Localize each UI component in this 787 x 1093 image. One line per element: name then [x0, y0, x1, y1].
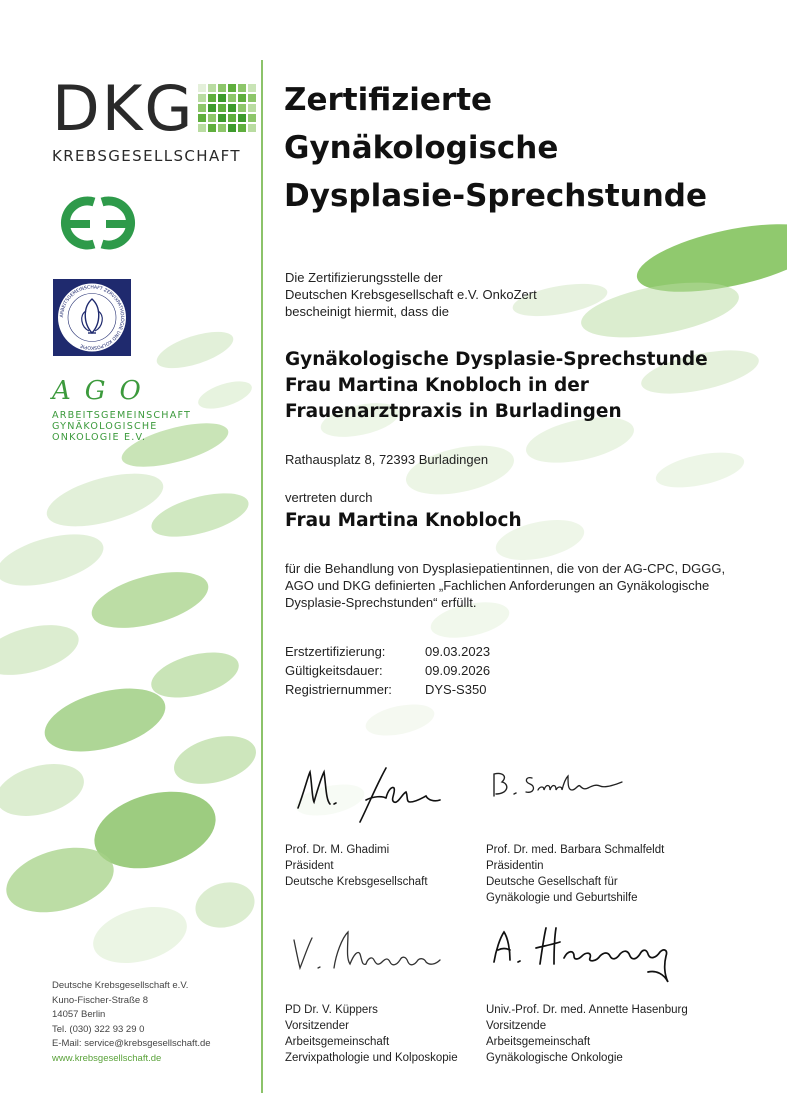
signatory-hasenburg: [486, 1002, 688, 1066]
title-line: Gynäkologische: [284, 130, 559, 166]
intro-line: Deutschen Krebsgesellschaft e.V. OnkoZert: [285, 287, 537, 302]
signatory-name: Prof. Dr. med. Barbara Schmalfeldt: [486, 844, 665, 856]
signatory-organization: Gynäkologie und Geburtshilfe: [486, 892, 638, 904]
certification-statement: [285, 560, 725, 611]
institution-address: Rathausplatz 8, 72393 Burladingen: [285, 452, 489, 467]
signatory-schmalfeldt: [486, 842, 664, 906]
signature-hasenburg: [488, 920, 688, 990]
vertical-divider: [261, 60, 263, 1093]
detail-value: 09.03.2023: [425, 644, 491, 659]
ago-logo-line-1: ARBEITSGEMEINSCHAFT: [52, 410, 192, 421]
dkg-logo-word: DKG: [52, 72, 195, 145]
signatory-organization: Arbeitsgemeinschaft: [285, 1036, 390, 1048]
statement-line: Dysplasie-Sprechstunden“ erfüllt.: [285, 595, 477, 610]
detail-value: DYS-S350: [425, 682, 487, 697]
institution-name: [285, 347, 708, 425]
statement-line: für die Behandlung von Dysplasiepatientinnen, die von der AG-CPC, DGGG,: [285, 561, 726, 576]
statement-line: AGO und DKG definierten „Fachlichen Anforderungen an Gynäkologische: [285, 578, 710, 593]
certificate-title: [284, 76, 707, 220]
detail-row-validity: [285, 662, 491, 679]
detail-label: Gültigkeitsdauer:: [285, 663, 383, 678]
detail-row-registration-number: [285, 681, 487, 698]
signatory-name: Univ.-Prof. Dr. med. Annette Hasenburg: [486, 1004, 688, 1016]
title-line: Dysplasie-Sprechstunde: [284, 178, 707, 214]
signatory-name: Prof. Dr. M. Ghadimi: [285, 844, 390, 856]
detail-label: Erstzertifizierung:: [285, 644, 386, 659]
signature-ghadimi: [290, 762, 460, 832]
signatory-organization: Deutsche Krebsgesellschaft: [285, 876, 428, 888]
signatory-kueppers: [285, 1002, 458, 1066]
ago-logo-line-3: ONKOLOGIE E.V.: [52, 432, 147, 443]
footer-email[interactable]: E-Mail: service@krebsgesellschaft.de: [52, 1038, 211, 1050]
detail-row-first-certification: [285, 643, 491, 660]
signatory-role: Vorsitzende: [486, 1020, 547, 1032]
represented-by-label: vertreten durch: [285, 490, 373, 505]
signatory-role: Präsident: [285, 860, 334, 872]
dggg-logo: [50, 190, 146, 256]
institution-line: Frau Martina Knobloch in der: [285, 375, 589, 396]
dkg-logo-subtitle: KREBSGESELLSCHAFT: [52, 147, 241, 165]
signature-schmalfeldt: [488, 768, 638, 808]
institution-line: Gynäkologische Dysplasie-Sprechstunde: [285, 349, 708, 370]
signatory-organization: Arbeitsgemeinschaft: [486, 1036, 591, 1048]
signatory-ghadimi: [285, 842, 428, 890]
institution-line: Frauenarztpraxis in Burladingen: [285, 401, 622, 422]
intro-line: Die Zertifizierungsstelle der: [285, 270, 443, 285]
signatory-organization: Deutsche Gesellschaft für: [486, 876, 618, 888]
detail-value: 09.09.2026: [425, 663, 491, 678]
title-line: Zertifizierte: [284, 82, 493, 118]
signatory-organization: Zervixpathologie und Kolposkopie: [285, 1052, 458, 1064]
footer-contact: [52, 979, 211, 1067]
ago-logo-word: AGO: [52, 376, 155, 406]
intro-line: bescheinigt hiermit, dass die: [285, 304, 450, 319]
representative-name: Frau Martina Knobloch: [285, 510, 522, 531]
footer-phone: Tel. (030) 322 93 29 0: [52, 1023, 145, 1035]
svg-text:ARBEITSGEMEINSCHAFT ZERVIXPATH: ARBEITSGEMEINSCHAFT ZERVIXPATHOLOGIE UND KOLPOSKOPIE: [59, 285, 125, 350]
detail-label: Registriernummer:: [285, 682, 392, 697]
footer-organization: Deutsche Krebsgesellschaft e.V.: [52, 980, 189, 991]
signatory-name: PD Dr. V. Küppers: [285, 1004, 378, 1016]
signatory-organization: Gynäkologische Onkologie: [486, 1052, 623, 1064]
signature-kueppers: [290, 924, 460, 984]
footer-city: 14057 Berlin: [52, 1009, 106, 1021]
ago-logo-line-2: GYNÄKOLOGISCHE: [52, 421, 158, 432]
ag-cpc-seal-logo: [53, 279, 131, 356]
intro-text: [285, 269, 537, 320]
dkg-logo-dot-grid: [198, 84, 256, 132]
signatory-role: Präsidentin: [486, 860, 544, 872]
signatory-role: Vorsitzender: [285, 1020, 349, 1032]
footer-street: Kuno-Fischer-Straße 8: [52, 994, 149, 1006]
footer-website-link[interactable]: www.krebsgesellschaft.de: [52, 1052, 162, 1064]
